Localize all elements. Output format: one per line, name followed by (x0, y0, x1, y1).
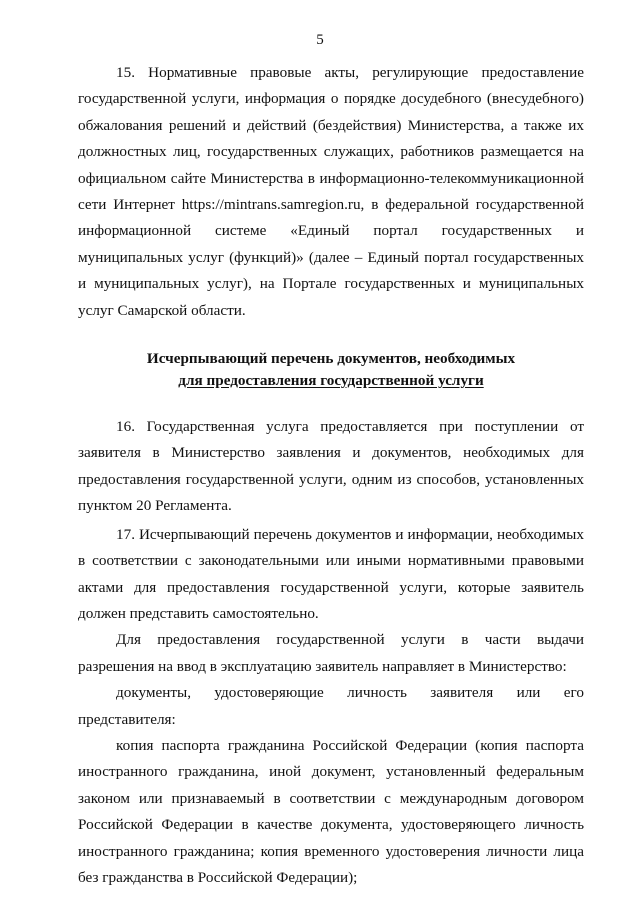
section-heading-line-1: Исчерпывающий перечень документов, необходимых (146, 350, 516, 368)
section-heading-line-2: для предоставления государственной услуги (178, 372, 484, 390)
document-body (78, 60, 584, 891)
page-number: 5 (316, 32, 324, 48)
paragraph-intro: Для предоставления государственной услуги в части выдачи разрешения на ввод в эксплуатацию заявитель направляет в Министерство: (78, 631, 584, 675)
paragraph-15: 15. Нормативные правовые акты, регулирующие предоставление государственной услуги, информация о порядке досудебного (внесудебного) обжалования решений и действий (бездействия) Министерства, а также их должностных лиц, государственных служащих, работников размещается на официальном сайте Министерства в информационно-телекоммуникационной сети Интернет https://mintrans.samregion.ru, в федеральной государственной информационной системе «Единый портал государственных и муниципальных услуг (функций)» (далее – Единый портал государственных и муниципальных услуг), на Портале государственных и муниципальных услуг Самарской области. (78, 64, 584, 319)
section-heading (78, 348, 584, 392)
paragraph-identity-docs: документы, удостоверяющие личность заявителя или его представителя: (78, 684, 584, 728)
paragraph-16: 16. Государственная услуга предоставляется при поступлении от заявителя в Министерство заявления и документов, необходимых для предоставления государственной услуги, одним из способов, установленных пунктом 20 Регламента. (78, 418, 584, 515)
paragraph-17: 17. Исчерпывающий перечень документов и информации, необходимых в соответствии с законодательными или иными нормативными правовыми актами для предоставления государственной услуги, которые заявитель должен представить самостоятельно. (78, 525, 584, 622)
paragraph-passport-copy: копия паспорта гражданина Российской Федерации (копия паспорта иностранного гражданина, иной документ, установленный федеральным законом или признаваемый в соответствии с международным договором Российской Федерации в качестве документа, удостоверяющего личность иностранного гражданина; копия временного удостоверения личности лица без гражданства в Российской Федерации); (78, 736, 584, 886)
